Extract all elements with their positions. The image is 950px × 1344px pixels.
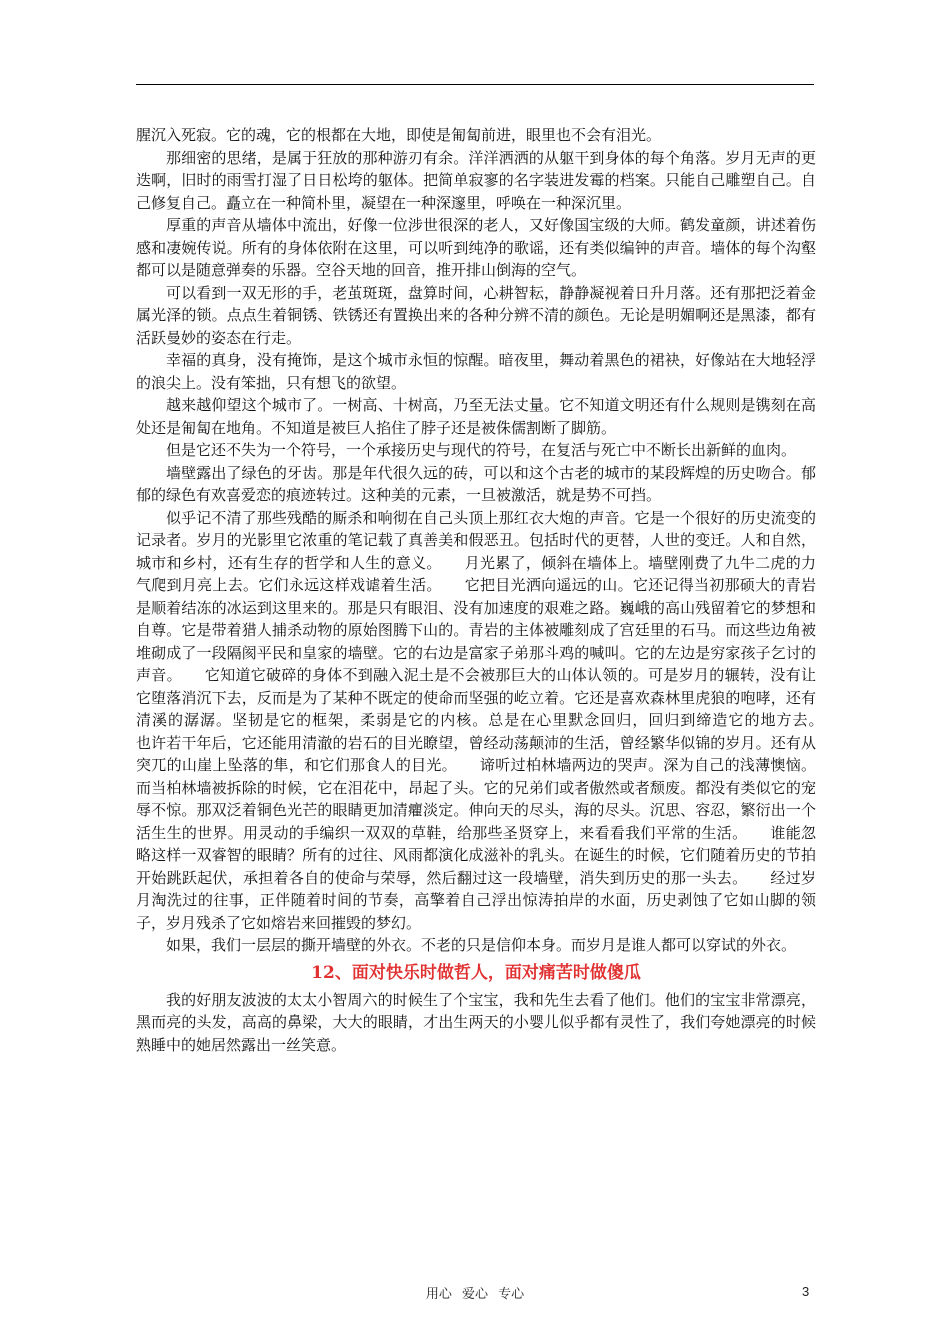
section-title: 12、面对快乐时做哲人，面对痛苦时做傻瓜 xyxy=(311,962,641,983)
article-body xyxy=(136,124,847,1056)
header-rule xyxy=(136,84,814,85)
paragraph: 可以看到一双无形的手，老茧斑斑，盘算时间，心耕智耘，静静凝视着日升月落。还有那把泛着金属光泽的锁。点点生着铜锈、铁锈还有置换出来的各种分辨不清的颜色。无论是明媚啊还是黑漆，都有活跃曼妙的姿态在行走。 xyxy=(136,283,816,347)
paragraph: 厚重的声音从墙体中流出，好像一位涉世很深的老人，又好像国宝级的大师。鹤发童颜，讲述着伤感和凄婉传说。所有的身体依附在这里，可以听到纯净的歌谣，还有类似编钟的声音。墙体的每个沟壑都可以是随意弹奏的乐器。空谷天地的回音，推开排山倒海的空气。 xyxy=(136,216,816,279)
paragraph: 幸福的真身，没有掩饰，是这个城市永恒的惊醒。暗夜里，舞动着黑色的裙袂，好像站在大地轻浮的浪尖上。没有笨拙，只有想飞的欲望。 xyxy=(136,351,816,392)
paragraph: 越来越仰望这个城市了。一树高、十树高，乃至无法丈量。它不知道文明还有什么规则是镌刻在高处还是匍匐在地角。不知道是被巨人掐住了脖子还是被侏儒割断了脚筋。 xyxy=(136,396,816,437)
paragraph: 腥沉入死寂。它的魂，它的根都在大地，即使是匍匐前进，眼里也不会有泪光。 xyxy=(136,126,662,144)
paragraph: 那细密的思绪，是属于狂放的那种游刃有余。洋洋洒洒的从躯干到身体的每个角落。岁月无声的更迭啊，旧时的雨雪打湿了日日松垮的躯体。把简单寂寥的名字装进发霉的档案。只能自己雕塑自己。自己修复自己。矗立在一种简朴里，凝望在一种深邃里，呼唤在一种深沉里。 xyxy=(136,148,816,212)
page-number: 3 xyxy=(802,1284,810,1299)
footer-motto: 用心 爱心 专心 xyxy=(425,1287,525,1302)
paragraph: 似乎记不清了那些残酷的厮杀和响彻在自己头顶上那红衣大炮的声音。它是一个很好的历史流变的记录者。岁月的光影里它浓重的笔记载了真善美和假恶丑。包括时代的更替，人世的变迁。人和自然，城市和乡村，还有生存的哲学和人生的意义。 月光累了，倾斜在墙体上。墙壁刚费了九牛二虎的力气爬到月亮上去。它们永远这样戏谑着生活。 它把目光洒向遥远的山。它还记得当初那硕大的青岩是顺着结冻的冰运到这里来的。那是只有眼泪、没有加速度的艰难之路。巍峨的高山残留着它的梦想和自尊。它是带着猎人捕杀动物的原始图腾下山的。青岩的主体被雕刻成了宫廷里的石马。而这些边角被堆砌成了一段隔阂平民和皇家的墙壁。它的右边是富家子弟那斗鸡的喊叫。它的左边是穷家孩子乞讨的声音。 它知道它破碎的身体不到融入泥土是不会被那巨大的山体认领的。可是岁月的辗转，没有让它堕落消沉下去，反而是为了某种不既定的使命而坚强的屹立着。它还是喜欢森林里虎狼的咆哮，还有清溪的潺潺。坚韧是它的框架，柔弱是它的内核。总是在心里默念回归，回归到缔造它的地方去。 也许若干年后，它还能用清澈的岩石的目光瞭望，曾经动荡颠沛的生活，曾经繁华似锦的岁月。还有从突兀的山崖上坠落的隼，和它们那食人的目光。 谛听过柏林墙两边的哭声。深为自己的浅薄懊恼。而当柏林墙被拆除的时候，它在泪花中，昂起了头。它的兄弟们或者傲然或者颓废。都没有类似它的宠辱不惊。那双泛着铜色光芒的眼睛更加清癯淡定。伸向天的尽头，海的尽头。沉思、容忍，繁衍出一个活生生的世界。用灵动的手编织一双双的草鞋，给那些圣贤穿上，来看看我们平常的生活。 谁能忽略这样一双睿智的眼睛？所有的过往、风雨都演化成滋补的乳头。在诞生的时候，它们随着历史的节拍开始跳跃起伏，承担着各自的使命与荣辱，然后翻过这一段墙壁，消失到历史的那一头去。 经过岁月淘洗过的往事，正伴随着时间的节奏，高擎着自己浮出惊涛拍岸的水面，历史剥蚀了它如山脚的领子，岁月残杀了它如熔岩来回摧毁的梦幻。 xyxy=(136,508,847,932)
paragraph: 如果，我们一层层的撕开墙壁的外衣。不老的只是信仰本身。而岁月是谁人都可以穿试的外衣。 xyxy=(166,936,797,954)
paragraph: 墙壁露出了绿色的牙齿。那是年代很久远的砖，可以和这个古老的城市的某段辉煌的历史吻合。郁郁的绿色有欢喜爱恋的痕迹转过。这种美的元素，一旦被激活，就是势不可挡。 xyxy=(136,463,816,504)
section-paragraph: 我的好朋友波波的太太小智周六的时候生了个宝宝，我和先生去看了他们。他们的宝宝非常漂亮，黑而亮的头发，高高的鼻梁，大大的眼睛，才出生两天的小婴儿似乎都有灵性了，我们夸她漂亮的时候熟睡中的她居然露出一丝笑意。 xyxy=(136,990,816,1054)
paragraph: 但是它还不失为一个符号，一个承接历史与现代的符号，在复活与死亡中不断长出新鲜的血肉。 xyxy=(166,441,797,459)
